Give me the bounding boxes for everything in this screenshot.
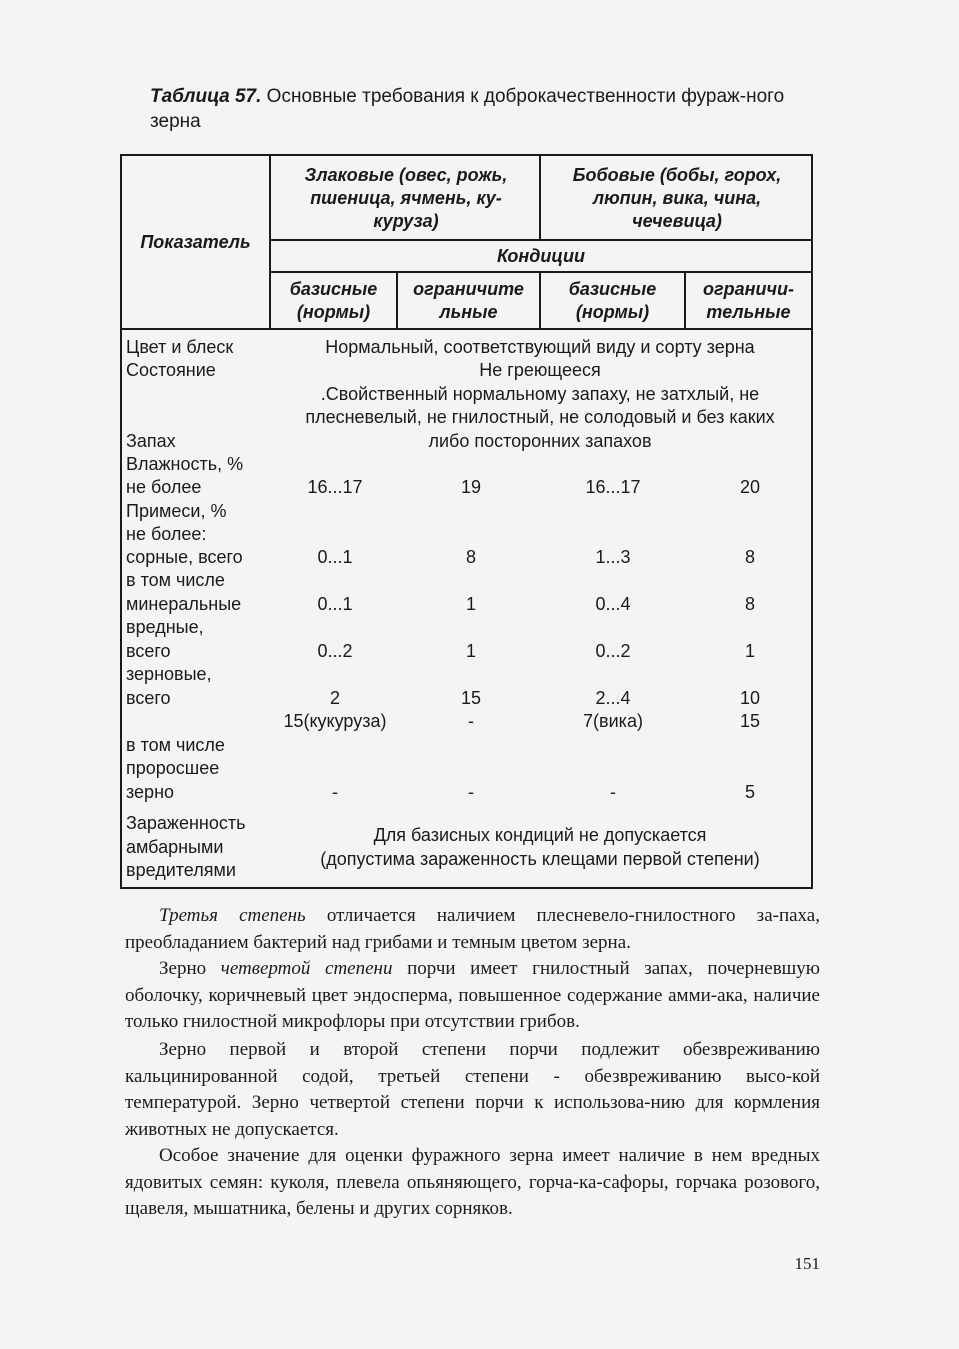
header-group-legumes: Бобовые (бобы, горох, люпин, вика, чина, чечевица) <box>572 164 782 231</box>
row-label-weed-including: в том числе <box>126 570 225 590</box>
mineral-basic-cereals: 0...1 <box>317 594 353 614</box>
sprout-basic-cereals: - <box>332 782 338 802</box>
paragraph-neutralization: Зерно первой и второй степени порчи подлежит обезвреживанию кальцинированной содой, третьей степени - обезвреживанию высо-кой температурой. Зерно четвертой степени порчи к использова-нию для кормления животных не допускается. <box>125 1039 820 1140</box>
mineral-limit-legumes: 8 <box>744 594 755 614</box>
row-label-sprout-2: проросшее <box>126 758 220 778</box>
humidity-basic-cereals: 16...17 <box>307 477 363 497</box>
group-divider-rule <box>539 154 541 240</box>
header-conditions: Кондиции <box>497 246 585 266</box>
table-caption-text: Основные требования к доброкачественности фураж-ного зерна <box>150 86 785 132</box>
row-value-smell-line-2: плесневелый, не гнилостный, не солодовый и без каких <box>305 407 775 427</box>
row-label-smell: Запах <box>126 431 176 451</box>
paragraph-fourth-degree <box>125 956 820 1036</box>
row-label-harmful-2: всего <box>126 641 171 661</box>
grain-basic-legumes: 2...4 <box>595 688 631 708</box>
paragraph-third-degree-text: отличается наличием плесневело-гнилостного за-паха, преобладанием бактерий над грибами и темным цветом зерна. <box>125 905 820 953</box>
header-basic-legumes: базисные (нормы) <box>568 279 657 322</box>
row-label-infest-3: вредителями <box>126 860 236 880</box>
grain-limit-cereals: 15 <box>460 688 482 708</box>
table-caption-label: Таблица 57. <box>150 86 262 107</box>
header-basic-cereals: базисные (нормы) <box>289 279 378 322</box>
harmful-basic-cereals: 0...2 <box>317 641 353 661</box>
paragraph-fourth-degree-start: Зерно <box>159 958 221 979</box>
grain-extra-basic-cereals: 15(кукуруза) <box>283 711 387 731</box>
humidity-limit-legumes: 20 <box>739 477 761 497</box>
header-bottom-rule <box>120 328 813 330</box>
page-number: 151 <box>794 1254 820 1273</box>
weed-limit-cereals: 8 <box>465 547 476 567</box>
grain-extra-limit-legumes: 15 <box>739 711 761 731</box>
requirements-table <box>120 154 813 889</box>
weed-basic-cereals: 0...1 <box>317 547 353 567</box>
row-label-impurity-2: не более: <box>126 524 207 544</box>
paragraph-fourth-degree-term: четвертой степени <box>220 958 393 979</box>
row-label-weed: сорные, всего <box>126 547 243 567</box>
table-border-bottom <box>120 887 813 889</box>
row-label-state: Состояние <box>126 360 216 380</box>
header-group-cereals: Злаковые (овес, рожь, пшеница, ячмень, ку-куруза) <box>304 164 508 231</box>
grain-basic-cereals: 2 <box>329 688 340 708</box>
row-label-sprout-3: зерно <box>126 782 175 802</box>
row-value-smell-line-3: либо посторонних запахов <box>428 431 652 451</box>
mineral-basic-legumes: 0...4 <box>595 594 631 614</box>
paragraph-fourth-degree-text: порчи имеет гнилостный запах, почерневшую оболочку, коричневый цвет эндосперма, повышенное содержание амми-ака, наличие только гнилостной микрофлоры при отсутствии грибов. <box>125 958 820 1032</box>
harmful-limit-legumes: 1 <box>744 641 755 661</box>
group-bottom-rule <box>269 239 813 241</box>
paragraph-third-degree <box>125 903 820 956</box>
header-limit-cereals: ограничите льные <box>413 279 524 322</box>
harmful-limit-cereals: 1 <box>465 641 476 661</box>
grain-limit-legumes: 10 <box>739 688 761 708</box>
row-label-humidity-2: не более <box>126 477 202 497</box>
row-label-color: Цвет и блеск <box>126 337 234 357</box>
row-value-color: Нормальный, соответствующий виду и сорту зерна <box>325 337 755 357</box>
sprout-basic-legumes: - <box>610 782 616 802</box>
humidity-basic-legumes: 16...17 <box>585 477 641 497</box>
table-caption <box>150 84 840 134</box>
conditions-bottom-rule <box>269 271 813 273</box>
grain-extra-limit-cereals: - <box>468 711 474 731</box>
header-indicator: Показатель <box>140 231 251 252</box>
weed-limit-legumes: 8 <box>744 547 755 567</box>
row-label-infest-1: Зараженность <box>126 813 246 833</box>
row-value-smell-line-1: .Свойственный нормальному запаху, не затхлый, не <box>320 384 760 404</box>
paragraph-third-degree-term: Третья степень <box>159 905 306 926</box>
harmful-basic-legumes: 0...2 <box>595 641 631 661</box>
header-limit-legumes: ограничи-тельные <box>703 279 794 322</box>
row-label-grain-2: всего <box>126 688 171 708</box>
row-value-state: Не греющееся <box>479 360 601 380</box>
humidity-limit-cereals: 19 <box>460 477 482 497</box>
mineral-limit-cereals: 1 <box>465 594 476 614</box>
sprout-limit-cereals: - <box>468 782 474 802</box>
row-value-infest-2: (допустима зараженность клещами первой степени) <box>320 849 760 869</box>
row-label-mineral: минеральные <box>126 594 242 614</box>
row-value-infest-1: Для базисных кондиций не допускается <box>373 825 707 845</box>
table-border-right <box>811 154 813 889</box>
row-label-sprout-1: в том числе <box>126 735 225 755</box>
grain-extra-basic-legumes: 7(вика) <box>583 711 643 731</box>
row-label-humidity-1: Влажность, % <box>126 454 244 474</box>
sprout-limit-legumes: 5 <box>744 782 755 802</box>
row-label-harmful-1: вредные, <box>126 617 204 637</box>
row-label-grain-1: зерновые, <box>126 664 212 684</box>
paragraph-toxic-seeds: Особое значение для оценки фуражного зерна имеет наличие в нем вредных ядовитых семян: куколя, плевела опьяняющего, горча-ка-сафоры, горчака розового, щавеля, мышатника, белены и других сорняков. <box>125 1145 820 1219</box>
weed-basic-legumes: 1...3 <box>595 547 631 567</box>
row-label-infest-2: амбарными <box>126 837 224 857</box>
row-label-impurity-1: Примеси, % <box>126 501 227 521</box>
